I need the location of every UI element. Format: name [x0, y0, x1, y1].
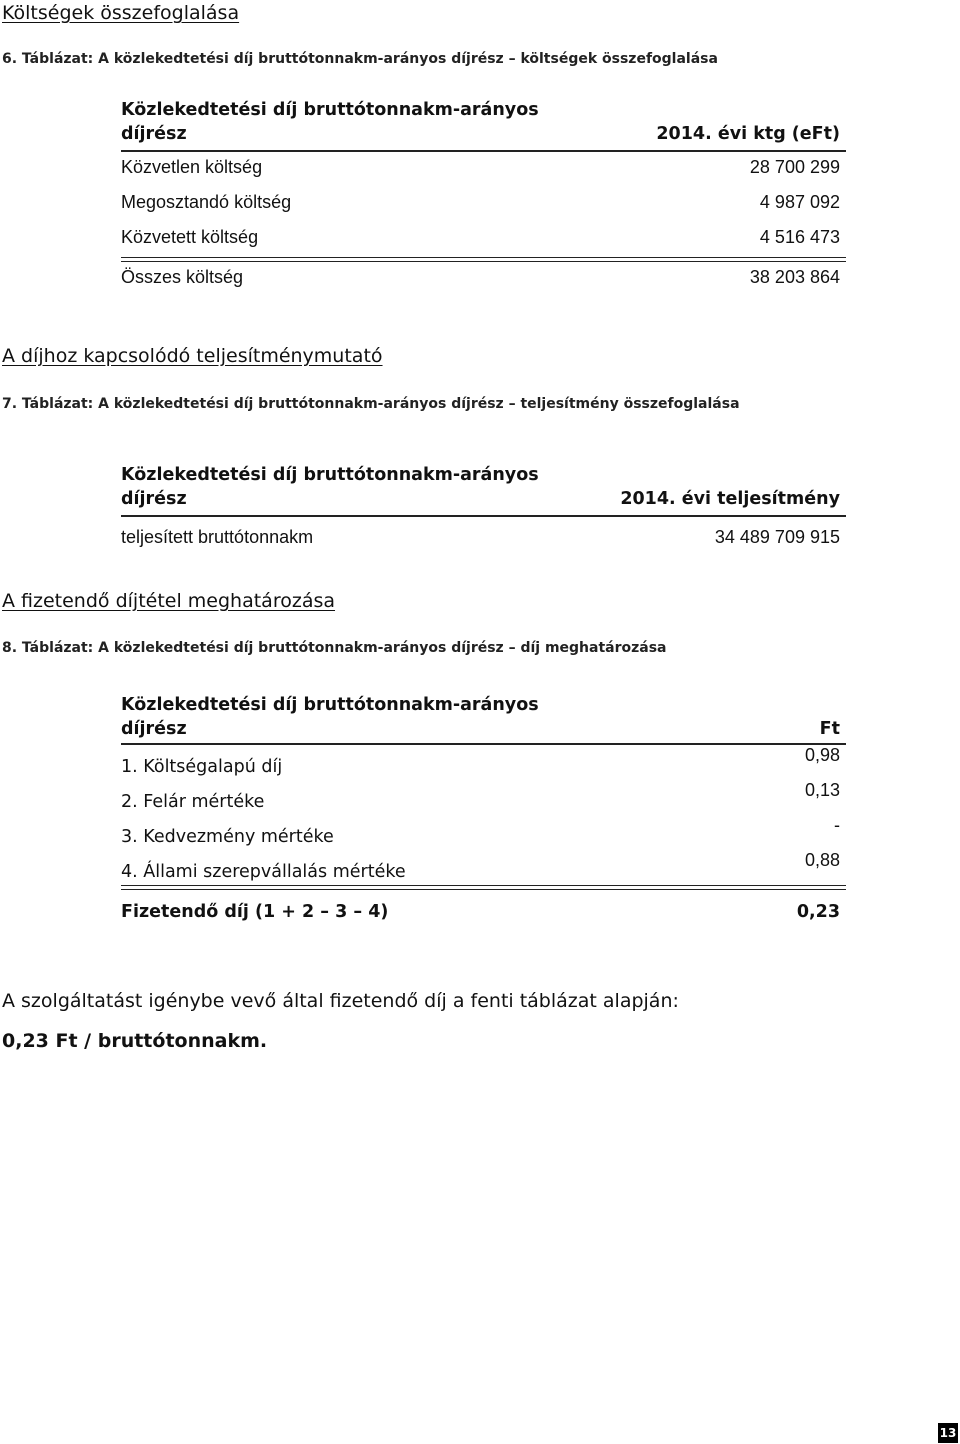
table-header-value: 2014. évi ktg (eFt)	[656, 124, 840, 144]
conclusion-text: A szolgáltatást igénybe vevő által fizetendő díj a fenti táblázat alapján:	[2, 990, 679, 1012]
table-caption-7: 7. Táblázat: A közlekedtetési díj bruttótonnakm-arányos díjrész – teljesítmény összefoglalása	[2, 396, 740, 412]
conclusion-value: 0,23 Ft / bruttótonnakm.	[2, 1030, 268, 1052]
total-divider	[121, 885, 846, 890]
table-row-value: 0,88	[804, 850, 840, 870]
section-heading-performance: A díjhoz kapcsolódó teljesítménymutató	[2, 345, 383, 367]
section-heading-fee: A fizetendő díjtétel meghatározása	[2, 590, 336, 612]
table-row-label: Közvetlen költség	[121, 157, 263, 177]
table-row-value: 0,13	[804, 780, 840, 800]
total-divider	[121, 257, 846, 262]
table-header-value: Ft	[819, 719, 840, 739]
table-row-label: 3. Kedvezmény mértéke	[121, 827, 334, 847]
table-caption-6: 6. Táblázat: A közlekedtetési díj bruttótonnakm-arányos díjrész – költségek összefoglalása	[2, 51, 718, 67]
table-row-value: 4 516 473	[759, 227, 840, 247]
table-row-label: 1. Költségalapú díj	[121, 757, 283, 777]
section-heading-costs: Költségek összefoglalása	[2, 2, 240, 24]
table-header-label-cont: díjrész	[121, 489, 187, 509]
table-header-label: Közlekedtetési díj bruttótonnakm-arányos	[121, 100, 539, 120]
table-header-label: Közlekedtetési díj bruttótonnakm-arányos	[121, 465, 539, 485]
total-label: Fizetendő díj (1 + 2 – 3 – 4)	[121, 902, 389, 922]
total-label: Összes költség	[121, 267, 244, 287]
page-number: 13	[938, 1423, 958, 1443]
table-row-value: 28 700 299	[749, 157, 840, 177]
table-row-value: 4 987 092	[759, 192, 840, 212]
header-divider	[121, 743, 846, 745]
table-header-label-cont: díjrész	[121, 124, 187, 144]
table-row-label: 2. Felár mértéke	[121, 792, 265, 812]
fee-calculation-table	[121, 695, 840, 935]
header-divider	[121, 515, 846, 517]
table-row-value: -	[834, 815, 840, 835]
total-value: 38 203 864	[749, 267, 840, 287]
cost-summary-table	[121, 100, 840, 300]
total-value: 0,23	[796, 902, 840, 922]
table-header-label: Közlekedtetési díj bruttótonnakm-arányos	[121, 695, 539, 715]
table-header-label-cont: díjrész	[121, 719, 187, 739]
table-caption-8: 8. Táblázat: A közlekedtetési díj bruttótonnakm-arányos díjrész – díj meghatározása	[2, 640, 667, 656]
table-row-label: Megosztandó költség	[121, 192, 292, 212]
header-divider	[121, 150, 846, 152]
table-row-value: 0,98	[804, 745, 840, 765]
table-row-label: Közvetett költség	[121, 227, 259, 247]
table-row-value: 34 489 709 915	[714, 527, 840, 547]
table-header-value: 2014. évi teljesítmény	[620, 489, 840, 509]
table-row-label: 4. Állami szerepvállalás mértéke	[121, 862, 406, 882]
performance-table	[121, 465, 840, 555]
table-row-label: teljesített bruttótonnakm	[121, 527, 314, 547]
